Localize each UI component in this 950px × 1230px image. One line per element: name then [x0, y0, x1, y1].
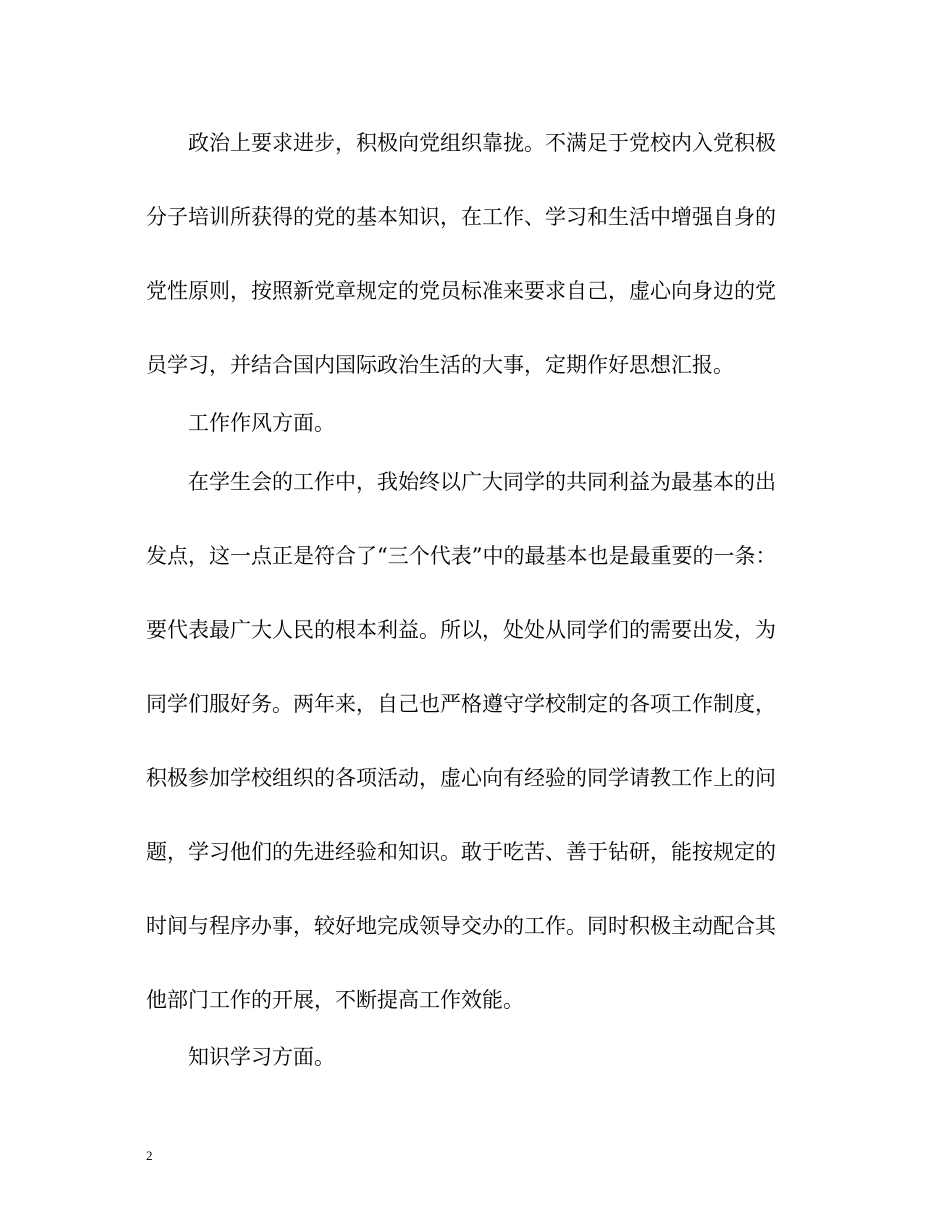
text-line: 员学习，并结合国内国际政治生活的大事，定期作好思想汇报。 [146, 353, 734, 377]
text-line: 党性原则，按照新党章规定的党员标准来要求自己，虚心向身边的党 [146, 279, 776, 303]
text-line: 要代表最广大人民的根本利益。所以，处处从同学们的需要出发，为 [146, 618, 776, 642]
text-line: 分子培训所获得的党的基本知识，在工作、学习和生活中增强自身的 [146, 205, 776, 229]
section-heading: 知识学习方面。 [146, 1045, 335, 1069]
page-number: 2 [146, 1148, 153, 1163]
text-line: 题，学习他们的先进经验和知识。敢于吃苦、善于钻研，能按规定的 [146, 840, 776, 864]
text-line: 同学们服好务。两年来，自己也严格遵守学校制定的各项工作制度， [146, 692, 776, 716]
text-line: 在学生会的工作中，我始终以广大同学的共同利益为最基本的出 [146, 470, 776, 494]
text-line: 积极参加学校组织的各项活动，虚心向有经验的同学请教工作上的问 [146, 766, 776, 790]
text-line: 时间与程序办事，较好地完成领导交办的工作。同时积极主动配合其 [146, 914, 776, 938]
text-line: 政治上要求进步，积极向党组织靠拢。不满足于党校内入党积极 [146, 131, 776, 155]
text-line: 他部门工作的开展，不断提高工作效能。 [146, 988, 524, 1012]
text-line: 发点，这一点正是符合了“三个代表”中的最基本也是最重要的一条： [146, 544, 777, 568]
section-heading: 工作作风方面。 [146, 411, 335, 435]
